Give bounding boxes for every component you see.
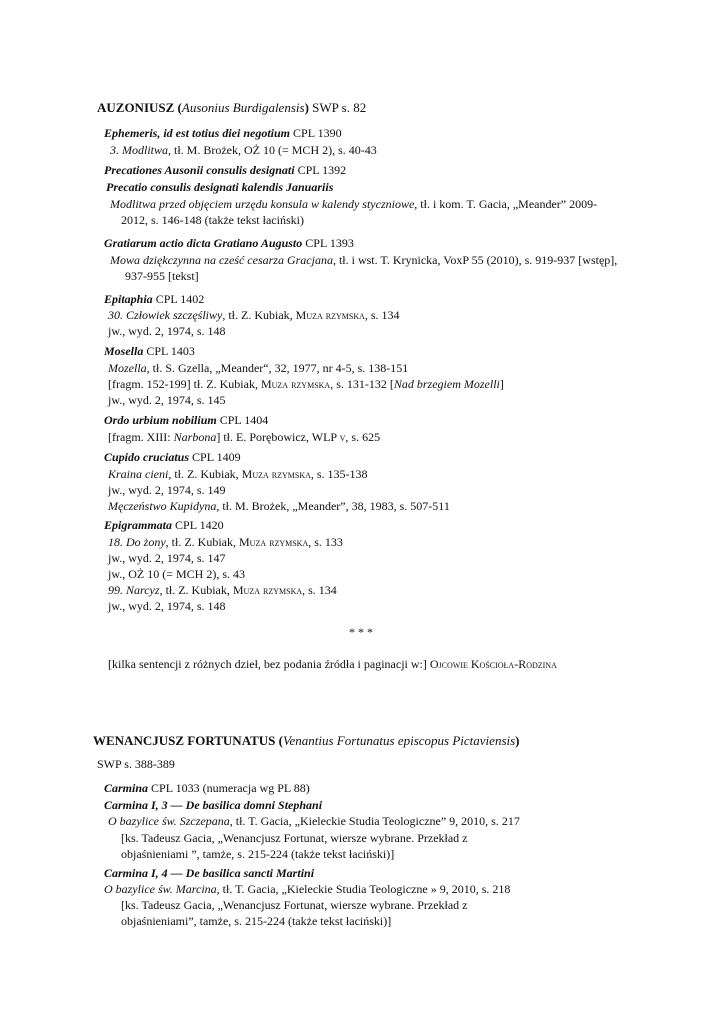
work-ephemeris <box>104 125 342 142</box>
entry-details: , tł. Z. Kubiak, <box>159 583 233 597</box>
entry-details: , tł. Z. Kubiak, <box>165 535 239 549</box>
entry-title: O bazylice św. Szczepana <box>108 814 230 828</box>
author-latin-name: Venantius Fortunatus episcopus Pictaviensis <box>283 733 516 748</box>
page-range: , s. 131-132 [ <box>330 377 394 391</box>
bibliography-entry: jw., wyd. 2, 1974, s. 148 <box>108 324 226 338</box>
entry-title: Modlitwa przed objęciem urzędu konsula w kalendy styczniowe <box>110 197 415 211</box>
entry-details: [fragm. 152-199] tł. Z. Kubiak, <box>108 377 261 391</box>
page-range: , s. 625 <box>345 430 381 444</box>
bibliography-entry: jw., wyd. 2, 1974, s. 145 <box>108 393 226 407</box>
work-title: Cupido cruciatus <box>104 450 190 464</box>
cpl-number: CPL 1393 <box>305 236 354 250</box>
entry-title: 30. Człowiek szczęśliwy <box>108 308 223 322</box>
bibliography-entry: [ks. Tadeusz Gacia, „Wenancjusz Fortunat, wiersze wybrane. Przekład z <box>121 831 468 845</box>
entry-details: [fragm. XIII: <box>108 430 174 444</box>
work-carmina-1-3: Carmina I, 3 — De basilica domni Stephani <box>104 798 323 812</box>
work-title: Ephemeris, id est totius diei negotium <box>104 126 291 140</box>
entry-title: 99. Narcyz <box>108 583 160 597</box>
work-mosella <box>104 343 195 360</box>
bibliography-entry <box>108 429 380 446</box>
bibliography-entry <box>108 376 504 393</box>
bibliography-entry-continuation: 2012, s. 146-148 (także tekst łaciński) <box>121 213 304 227</box>
page-range: , s. 133 <box>308 535 343 549</box>
entry-details: , tł. i wst. T. Krynicka, VoxP 55 (2010), s. 919-937 [wstęp], <box>332 253 618 267</box>
entry-title: Kraina cieni <box>108 467 169 481</box>
author-heading-auzoniusz: AUZONIUSZ (Ausonius Burdigalensis) SWP s. 82 <box>97 100 367 115</box>
work-subtitle: Precatio consulis designati kalendis Januariis <box>106 180 334 194</box>
entry-title: Mozella <box>108 361 147 375</box>
entry-details: , tł. S. Gzella, „Meander“, 32, 1977, nr 4-5, s. 138-151 <box>146 361 409 375</box>
page-range: , s. 134 <box>302 583 337 597</box>
bibliography-entry <box>108 360 408 377</box>
source-name: Muza rzymska <box>260 377 331 391</box>
work-carmina <box>104 780 310 797</box>
swp-reference: SWP s. 388-389 <box>97 757 175 771</box>
cpl-number: CPL 1409 <box>192 450 241 464</box>
source-name: Muza rzymska <box>232 583 303 597</box>
cpl-number: CPL 1390 <box>293 126 342 140</box>
entry-title: O bazylice św. Marcina, <box>104 882 220 896</box>
bibliography-entry <box>108 534 343 551</box>
cpl-number: CPL 1033 (numeracja wg PL 88) <box>151 781 310 795</box>
note-text: [kilka sentencji z różnych dzieł, bez podania źródła i paginacji w:] <box>108 657 430 671</box>
author-latin-name: Ausonius Burdigalensis <box>181 100 305 115</box>
entry-details: , tł. M. Brożek, „Meander”, 38, 1983, s. 507-511 <box>216 499 450 513</box>
bibliography-entry <box>108 582 337 599</box>
bracket-close: ] <box>499 377 504 391</box>
work-carmina-1-4: Carmina I, 4 — De basilica sancti Martini <box>104 866 315 880</box>
source-name: Muza rzymska <box>239 535 309 549</box>
entry-details: , tł. Z. Kubiak, <box>168 467 242 481</box>
bibliography-entry-continuation: objaśnieniami ”, tamże, s. 215-224 (także tekst łaciński)] <box>121 847 395 861</box>
volume-number: v <box>339 430 346 444</box>
work-title: Mosella <box>104 344 144 358</box>
page-range: , s. 134 <box>364 308 400 322</box>
bibliography-entry: jw., wyd. 2, 1974, s. 149 <box>108 483 226 497</box>
entry-title: Nad brzegiem Mozelli <box>393 377 500 391</box>
source-name: Muza rzymska <box>295 308 365 322</box>
work-title: Ordo urbium nobilium <box>104 413 217 427</box>
entry-title: Mowa dziękczynna na cześć cesarza Gracjana <box>110 253 333 267</box>
bibliography-entry: jw., wyd. 2, 1974, s. 148 <box>108 599 226 613</box>
swp-reference: SWP s. 82 <box>312 100 367 115</box>
entry-details: , tł. Z. Kubiak, <box>222 308 296 322</box>
author-heading-wenancjusz: WENANCJUSZ FORTUNATUS (Venantius Fortunatus episcopus Pictaviensis) <box>93 733 520 748</box>
work-cupido-cruciatus <box>104 449 241 466</box>
entry-title: 3. Modlitwa <box>110 143 169 157</box>
bibliography-entry <box>104 881 510 898</box>
cpl-number: CPL 1404 <box>219 413 269 427</box>
bibliography-entry <box>108 498 450 515</box>
author-name: WENANCJUSZ FORTUNATUS <box>93 733 276 748</box>
author-name: AUZONIUSZ <box>97 100 175 115</box>
section-separator: * * * <box>349 625 373 639</box>
cpl-number: CPL 1392 <box>297 163 347 177</box>
entry-title: 18. Do żony <box>108 535 166 549</box>
work-title: Gratiarum actio dicta Gratiano Augusto <box>104 236 303 250</box>
bibliography-entry: jw., wyd. 2, 1974, s. 147 <box>108 551 226 565</box>
entry-details: , tł. M. Brożek, OŻ 10 (= MCH 2), s. 40-43 <box>168 143 377 157</box>
cpl-number: CPL 1403 <box>146 344 195 358</box>
bibliography-entry: jw., OŻ 10 (= MCH 2), s. 43 <box>108 567 245 581</box>
entry-details: ] tł. E. Porębowicz, WLP <box>216 430 340 444</box>
bibliography-entry-continuation: objaśnieniami”, tamże, s. 215-224 (także tekst łaciński)] <box>121 914 392 928</box>
work-precationes <box>104 162 346 179</box>
work-epitaphia <box>104 291 204 308</box>
bibliography-entry <box>108 466 368 483</box>
bibliography-entry <box>110 252 617 269</box>
work-title: Precationes Ausonii consulis designati <box>104 163 295 177</box>
work-title: Carmina <box>104 781 149 795</box>
note-entry <box>108 656 557 673</box>
source-name: Ojcowie Kościoła-Rodzina <box>429 657 557 671</box>
work-title: Epitaphia <box>104 292 153 306</box>
bibliography-entry <box>108 813 520 830</box>
work-ordo-urbium <box>104 412 268 429</box>
bibliography-entry-continuation: 937-955 [tekst] <box>125 269 199 283</box>
bibliography-entry <box>110 142 377 159</box>
bibliography-entry <box>110 196 597 213</box>
entry-details: , tł. T. Gacia, „Kieleckie Studia Teologiczne” 9, 2010, s. 217 <box>229 814 520 828</box>
work-gratiarum-actio <box>104 235 354 252</box>
bibliography-entry <box>108 307 400 324</box>
cpl-number: CPL 1420 <box>175 518 224 532</box>
bibliography-entry: [ks. Tadeusz Gacia, „Wenancjusz Fortunat, wiersze wybrane. Przekład z <box>121 898 468 912</box>
entry-details: , tł. i kom. T. Gacia, „Meander” 2009- <box>414 197 598 211</box>
entry-title: Narbona <box>173 430 217 444</box>
work-epigrammata <box>104 517 224 534</box>
work-title: Epigrammata <box>104 518 173 532</box>
source-name: Muza rzymska <box>241 467 311 481</box>
page-range: , s. 135-138 <box>310 467 368 481</box>
entry-details: tł. T. Gacia, „Kieleckie Studia Teologiczne » 9, 2010, s. 218 <box>219 882 511 896</box>
entry-title: Męczeństwo Kupidyna <box>108 499 217 513</box>
cpl-number: CPL 1402 <box>155 292 205 306</box>
